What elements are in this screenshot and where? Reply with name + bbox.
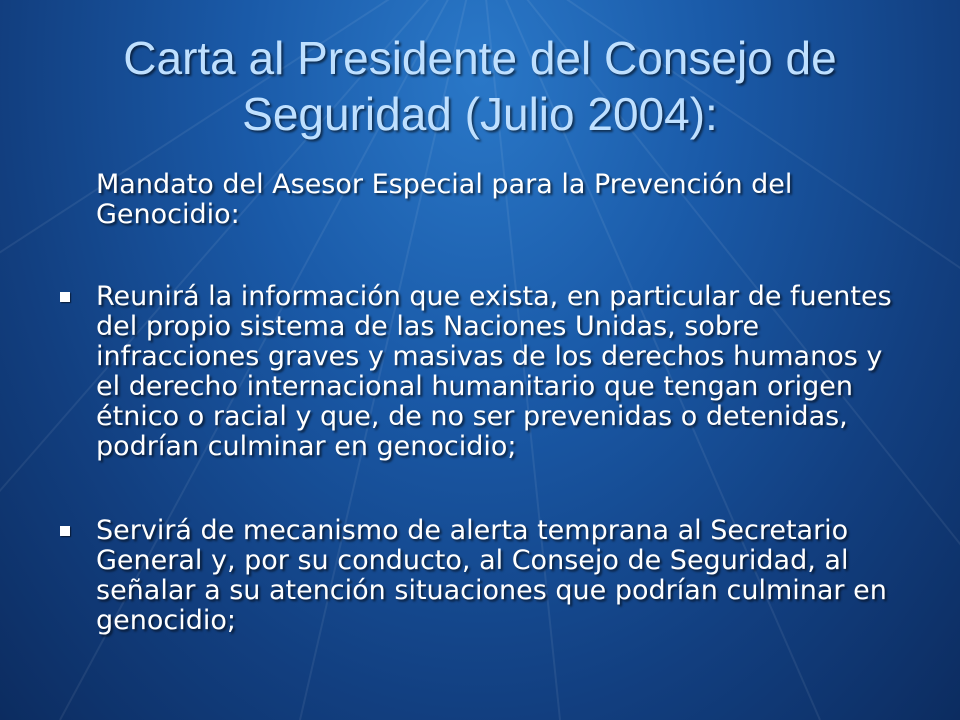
square-bullet-icon: [60, 292, 70, 302]
bullet-item-2: [0, 516, 896, 636]
bullet-item-1: [0, 282, 896, 462]
square-bullet-icon: [60, 526, 70, 536]
intro-text: Mandato del Asesor Especial para la Prevención del Genocidio:: [96, 169, 793, 230]
bullet-text-1: Reunirá la información que exista, en particular de fuentes del propio sistema de las Naciones Unidas, sobre infracciones graves y masivas de los derechos humanos y el derecho internacional humanitario que tengan origen étnico o racial y que, de no ser prevenidas o detenidas, podrían culminar en genocidio;: [96, 281, 892, 462]
bullet-list: [0, 282, 960, 636]
slide-title: Carta al Presidente del Consejo de Seguridad (Julio 2004):: [123, 32, 837, 140]
bullet-text-2: Servirá de mecanismo de alerta temprana al Secretario General y, por su conducto, al Consejo de Seguridad, al señalar a su atención situaciones que podrían culminar en genocidio;: [96, 515, 887, 636]
